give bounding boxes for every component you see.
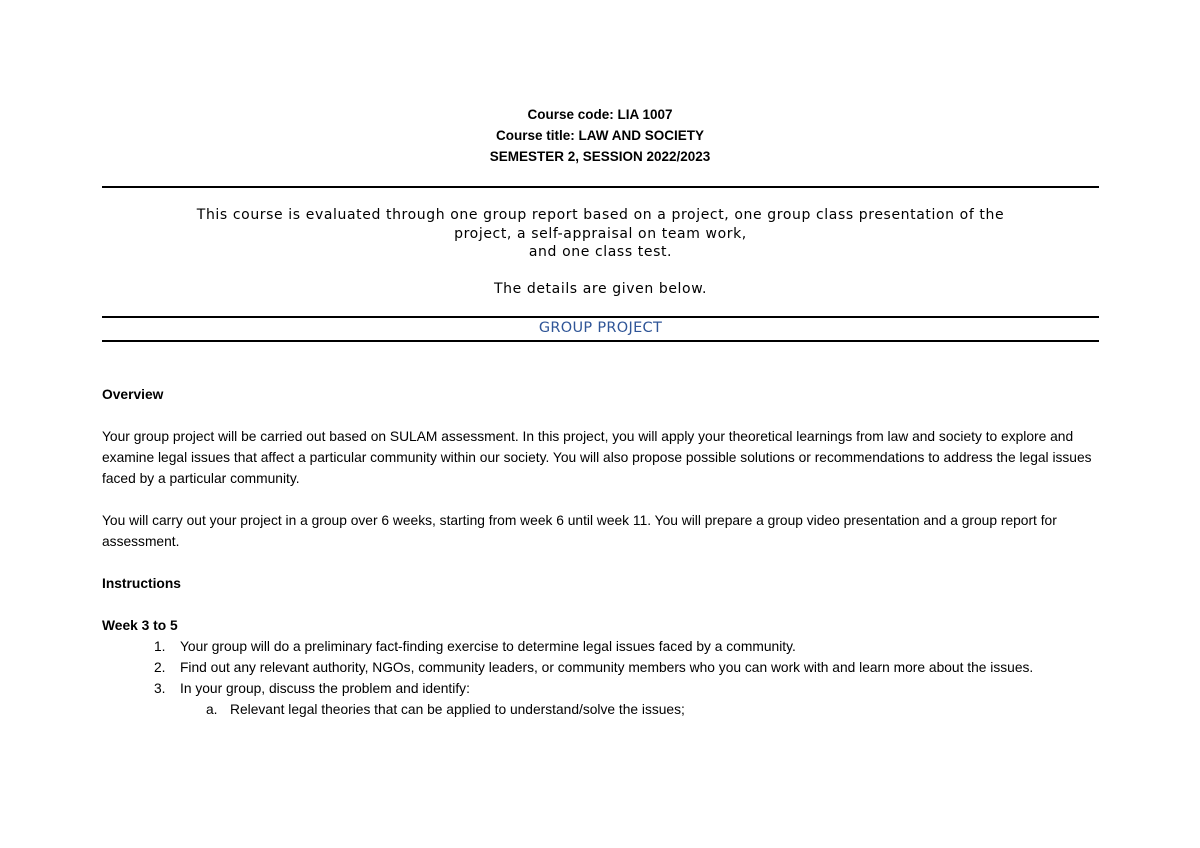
list-item [102, 636, 1102, 657]
overview-heading: Overview [102, 387, 164, 402]
step-text: Find out any relevant authority, NGOs, community leaders, or community members who you can work with and learn more about the issues. [180, 660, 1034, 675]
document-body [102, 384, 1102, 720]
section-divider-top [102, 316, 1099, 318]
substeps-list [102, 699, 1102, 720]
substep-text: Relevant legal theories that can be applied to understand/solve the issues; [230, 702, 685, 717]
section-divider-bottom [102, 340, 1099, 342]
course-code: Course code: LIA 1007 [527, 107, 673, 122]
step-number: 1. [154, 639, 166, 654]
step-text: In your group, discuss the problem and identify: [180, 681, 470, 696]
evaluation-intro [102, 206, 1099, 298]
instructions-heading: Instructions [102, 576, 181, 591]
intro-line-4: The details are given below. [493, 280, 708, 297]
intro-line-2: project, a self-appraisal on team work, [454, 225, 747, 242]
week-heading: Week 3 to 5 [102, 618, 178, 633]
list-item [102, 657, 1102, 678]
section-title: GROUP PROJECT [538, 320, 663, 336]
steps-list [102, 636, 1102, 699]
step-text: Your group will do a preliminary fact-finding exercise to determine legal issues faced by a community. [180, 639, 796, 654]
substep-letter: a. [206, 702, 218, 717]
course-header [0, 104, 1200, 167]
step-number: 3. [154, 681, 166, 696]
course-title: Course title: LAW AND SOCIETY [495, 128, 704, 143]
intro-line-1: This course is evaluated through one group report based on a project, one group class presentation of the [196, 207, 1005, 223]
semester-session: SEMESTER 2, SESSION 2022/2023 [489, 149, 711, 164]
list-item [102, 678, 1102, 699]
header-divider [102, 186, 1099, 188]
overview-paragraph-1: Your group project will be carried out based on SULAM assessment. In this project, you will apply your theoretical learnings from law and society to explore and examine legal issues that affect a particular community within our society. You will also propose possible solutions or recommendations to address the legal issues faced by a particular community. [102, 429, 1092, 486]
list-item [102, 699, 1102, 720]
overview-paragraph-2: You will carry out your project in a group over 6 weeks, starting from week 6 until week 11. You will prepare a group video presentation and a group report for assessment. [102, 513, 1057, 549]
intro-line-3: and one class test. [528, 244, 673, 260]
step-number: 2. [154, 660, 166, 675]
